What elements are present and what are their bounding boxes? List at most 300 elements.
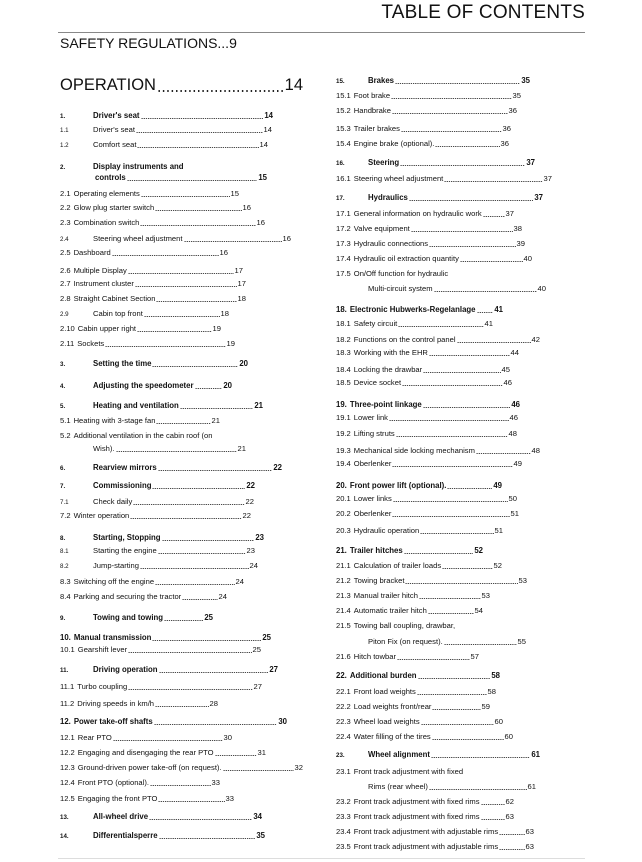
toc-entry[interactable] <box>60 481 255 491</box>
toc-entry-title: Hitch towbar <box>353 652 396 661</box>
toc-entry-title: Gearshift lever <box>77 645 128 654</box>
toc-entry-title: Locking the drawbar <box>353 365 423 374</box>
toc-entry[interactable] <box>336 106 517 116</box>
toc-entry[interactable] <box>60 699 218 709</box>
leader-dots <box>105 346 225 347</box>
toc-entry-number: 2. <box>60 164 66 171</box>
leader-dots <box>152 366 238 367</box>
leader-dots <box>149 819 252 820</box>
leader-dots <box>499 849 524 850</box>
toc-entry[interactable] <box>60 234 291 244</box>
toc-entry[interactable] <box>336 561 502 571</box>
toc-entry-page: 25 <box>262 633 271 642</box>
leader-dots <box>141 118 264 119</box>
leader-dots <box>133 504 244 505</box>
toc-entry[interactable] <box>60 794 234 804</box>
toc-entry-number: 23.4 <box>336 827 351 836</box>
toc-entry[interactable] <box>336 124 511 134</box>
toc-entry[interactable] <box>60 763 303 773</box>
toc-entry-title: Wheel alignment <box>368 750 430 759</box>
toc-entry-title: Instrument cluster <box>73 279 134 288</box>
toc-entry-page: 39 <box>516 239 525 248</box>
toc-safety-regulations[interactable]: SAFETY REGULATIONS...9 <box>60 35 237 51</box>
toc-entry-number: 7. <box>60 483 66 490</box>
toc-entry[interactable] <box>60 416 220 426</box>
toc-entry-title: Manual transmission <box>73 633 152 642</box>
toc-entry-number: 1.2 <box>60 142 69 149</box>
toc-entry-title: Additional burden <box>349 671 417 680</box>
toc-entry-number: 4. <box>60 383 66 390</box>
toc-entry-number: 12.4 <box>60 778 75 787</box>
toc-entry-page: 33 <box>225 794 234 803</box>
toc-entry-number: 22.2 <box>336 702 351 711</box>
toc-entry[interactable] <box>60 665 278 675</box>
leader-dots <box>444 644 517 645</box>
leader-dots <box>154 724 278 725</box>
toc-entry[interactable] <box>336 254 532 264</box>
toc-entry-page: 18 <box>237 294 246 303</box>
toc-entry[interactable] <box>336 494 517 504</box>
toc-entry-number: 23. <box>336 752 345 759</box>
toc-entry[interactable] <box>60 497 254 507</box>
toc-entry-title: Front PTO (optional). <box>77 778 149 787</box>
toc-entry-page: 23 <box>246 546 255 555</box>
leader-dots <box>128 652 251 653</box>
toc-entry-page: 61 <box>531 750 540 759</box>
toc-entry-number: 7.2 <box>60 511 71 520</box>
toc-entry-title: Device socket <box>353 378 402 387</box>
toc-entry-title: Dashboard <box>73 248 111 257</box>
toc-entry[interactable] <box>60 266 243 276</box>
leader-dots <box>156 301 236 302</box>
toc-entry[interactable] <box>60 140 268 150</box>
leader-dots <box>158 470 273 471</box>
toc-entry-page: 48 <box>531 446 540 455</box>
toc-entry[interactable] <box>336 481 502 491</box>
toc-entry-title: Cabin top front <box>93 309 143 318</box>
toc-entry-page: 37 <box>505 209 514 218</box>
toc-entry[interactable] <box>60 613 213 623</box>
toc-entry-page: 61 <box>527 782 536 791</box>
toc-entry-number: 5.2 <box>60 431 71 440</box>
toc-entry[interactable] <box>60 831 265 841</box>
toc-entry-title: Handbrake <box>353 106 391 115</box>
toc-entry-title: Engine brake (optional). <box>353 139 435 148</box>
toc-entry[interactable] <box>336 717 503 727</box>
toc-entry[interactable] <box>336 750 540 760</box>
toc-entry[interactable] <box>60 463 282 473</box>
toc-entry-title: Trailer brakes <box>353 124 400 133</box>
toc-entry-number: 11.2 <box>60 699 75 708</box>
toc-entry[interactable] <box>336 239 525 249</box>
leader-dots <box>481 804 505 805</box>
toc-entry-title: Electronic Hubwerks-Regelanlage <box>349 305 476 314</box>
toc-entry-page: 20 <box>239 359 248 368</box>
toc-entry-title: Driver's seat <box>93 125 135 134</box>
toc-entry-number: 23.2 <box>336 797 351 806</box>
toc-entry[interactable] <box>336 576 527 586</box>
toc-entry[interactable] <box>60 812 262 822</box>
toc-entry-title: Manual trailer hitch <box>353 591 418 600</box>
toc-entry-number: 19.3 <box>336 446 351 455</box>
toc-entry[interactable] <box>60 592 227 602</box>
leader-dots <box>391 98 511 99</box>
toc-entry[interactable] <box>336 76 530 86</box>
toc-entry[interactable] <box>336 546 483 556</box>
leader-dots <box>159 672 269 673</box>
toc-entry-continuation[interactable] <box>368 284 546 294</box>
toc-entry-number: 23.3 <box>336 812 351 821</box>
toc-entry-title: Front track adjustment with adjustable rims <box>353 827 499 836</box>
leader-dots <box>483 216 505 217</box>
toc-entry-number: 12.1 <box>60 733 75 742</box>
toc-entry-number: 2.11 <box>60 339 75 348</box>
toc-entry[interactable] <box>60 125 272 135</box>
toc-entry[interactable] <box>336 526 503 536</box>
toc-entry-number: 2.4 <box>60 236 69 243</box>
toc-entry-title: Wheel load weights <box>353 717 420 726</box>
toc-entry[interactable] <box>60 218 265 228</box>
toc-entry[interactable] <box>336 702 490 712</box>
toc-entry-page: 63 <box>525 827 534 836</box>
toc-entry[interactable] <box>336 621 566 631</box>
toc-entry-page: 35 <box>521 76 530 85</box>
toc-entry-title: Working with the EHR <box>353 348 428 357</box>
leader-dots <box>392 113 508 114</box>
toc-entry[interactable] <box>336 305 503 315</box>
leader-dots <box>113 740 223 741</box>
toc-entry[interactable] <box>336 509 519 519</box>
leader-dots <box>419 598 481 599</box>
toc-entry[interactable] <box>336 378 512 388</box>
toc-entry-number: 18.3 <box>336 348 351 357</box>
leader-dots <box>499 834 524 835</box>
toc-entry[interactable] <box>336 348 519 358</box>
toc-entry-title: Hydraulic connections <box>353 239 429 248</box>
toc-entry-number: 2.7 <box>60 279 71 288</box>
toc-entry-title: Driving operation <box>93 665 158 674</box>
leader-dots <box>411 231 513 232</box>
toc-entry[interactable] <box>336 429 517 439</box>
toc-entry[interactable] <box>60 203 251 213</box>
leader-dots <box>432 709 480 710</box>
leader-dots <box>423 407 511 408</box>
toc-entry-title: Cabin upper right <box>77 324 137 333</box>
toc-entry-page: 21 <box>211 416 220 425</box>
toc-entry[interactable] <box>60 533 264 543</box>
toc-entry-number: 16.1 <box>336 174 351 183</box>
toc-entry[interactable] <box>336 158 535 168</box>
toc-entry-number: 22. <box>336 671 347 680</box>
toc-entry[interactable] <box>336 209 514 219</box>
toc-entry-number: 11. <box>60 667 69 674</box>
toc-entry[interactable] <box>336 335 540 345</box>
toc-entry-title: Load weights front/rear <box>353 702 432 711</box>
toc-entry-continuation[interactable] <box>95 173 267 183</box>
toc-entry-number: 2.9 <box>60 311 69 318</box>
toc-entry-number: 17.3 <box>336 239 351 248</box>
toc-entry-page: 22 <box>245 497 254 506</box>
toc-entry-number: 21.6 <box>336 652 351 661</box>
toc-entry-title: Lower links <box>353 494 392 503</box>
toc-entry-page: 16 <box>256 218 265 227</box>
toc-entry-title: Driver's seat <box>93 111 140 120</box>
toc-entry[interactable] <box>336 139 509 149</box>
toc-entry[interactable] <box>60 546 255 556</box>
toc-entry-number: 20.1 <box>336 494 351 503</box>
toc-entry-number: 3. <box>60 361 66 368</box>
toc-entry-page: 35 <box>256 831 265 840</box>
toc-entry-number: 8.2 <box>60 563 69 570</box>
toc-entry-number: 21.5 <box>336 621 351 630</box>
toc-entry-page: 53 <box>518 576 527 585</box>
leader-dots <box>476 453 531 454</box>
toc-entry-title: Power take-off shafts <box>73 717 153 726</box>
toc-entry[interactable] <box>60 682 262 692</box>
toc-entry[interactable] <box>336 827 534 837</box>
toc-entry-number: 21.3 <box>336 591 351 600</box>
leader-dots <box>128 273 234 274</box>
toc-entry[interactable] <box>60 733 232 743</box>
toc-operation[interactable] <box>60 76 303 95</box>
toc-entry-title: Hydraulic operation <box>353 526 420 535</box>
toc-entry[interactable] <box>336 671 500 681</box>
toc-entry[interactable] <box>336 687 496 697</box>
toc-entry-number: 21.4 <box>336 606 351 615</box>
leader-dots <box>396 436 508 437</box>
toc-entry-title: Switching off the engine <box>73 577 155 586</box>
toc-entry[interactable] <box>60 359 248 369</box>
toc-entry[interactable] <box>336 224 522 234</box>
toc-entry-title: General information on hydraulic work <box>353 209 482 218</box>
toc-entry-number: 12.2 <box>60 748 75 757</box>
toc-entry-number: 22.4 <box>336 732 351 741</box>
toc-entry-title: Lower link <box>353 413 388 422</box>
toc-entry[interactable] <box>336 400 520 410</box>
toc-entry[interactable] <box>336 459 522 469</box>
toc-entry-number: 17.5 <box>336 269 351 278</box>
toc-entry[interactable] <box>336 591 490 601</box>
toc-entry-title: Heating with 3-stage fan <box>73 416 156 425</box>
toc-entry-page: 58 <box>491 671 500 680</box>
toc-entry-number: 19.1 <box>336 413 351 422</box>
toc-entry-number: 5.1 <box>60 416 71 425</box>
leader-dots <box>481 819 505 820</box>
toc-entry[interactable] <box>60 189 239 199</box>
toc-entry-number: 18.5 <box>336 378 351 387</box>
toc-entry-page: 30 <box>223 733 232 742</box>
toc-entry-title: Front track adjustment with fixed <box>353 767 464 776</box>
leader-dots <box>429 789 527 790</box>
toc-entry-number: 8. <box>60 535 66 542</box>
toc-entry[interactable] <box>60 279 246 289</box>
toc-entry-number: 2.10 <box>60 324 75 333</box>
toc-entry[interactable] <box>60 401 263 411</box>
toc-entry[interactable] <box>336 174 552 184</box>
toc-entry[interactable] <box>336 91 521 101</box>
toc-entry-page: 49 <box>493 481 502 490</box>
toc-entry-number: 17.2 <box>336 224 351 233</box>
toc-entry-page: 41 <box>484 319 493 328</box>
toc-entry-number: 20.3 <box>336 526 351 535</box>
toc-entry-page: 25 <box>204 613 213 622</box>
toc-entry-page: 42 <box>531 335 540 344</box>
leader-dots <box>409 200 533 201</box>
toc-entry[interactable] <box>336 365 510 375</box>
toc-entry-page: 46 <box>511 400 520 409</box>
toc-entry-number: 2.8 <box>60 294 71 303</box>
toc-entry-number: 17. <box>336 195 345 202</box>
toc-entry[interactable] <box>336 446 540 456</box>
toc-entry-page: 35 <box>512 91 521 100</box>
toc-entry-number: 19.2 <box>336 429 351 438</box>
toc-entry-number: 7.1 <box>60 499 69 506</box>
toc-entry-continuation[interactable] <box>93 444 246 454</box>
toc-entry-title: Rearview mirrors <box>93 463 157 472</box>
toc-entry-number: 19. <box>336 400 347 409</box>
toc-entry-title: Winter operation <box>73 511 130 520</box>
toc-entry[interactable] <box>336 812 514 822</box>
leader-dots <box>141 196 230 197</box>
toc-entry-page: 63 <box>505 812 514 821</box>
toc-entry-page: 31 <box>257 748 266 757</box>
toc-entry[interactable] <box>336 797 514 807</box>
toc-entry-title: Front track adjustment with adjustable rims <box>353 842 499 851</box>
toc-entry[interactable] <box>60 248 228 258</box>
leader-dots <box>152 488 245 489</box>
toc-entry[interactable] <box>336 606 483 616</box>
toc-entry-page: 36 <box>508 106 517 115</box>
toc-entry-page: 54 <box>474 606 483 615</box>
toc-entry[interactable] <box>60 294 246 304</box>
leader-dots <box>420 533 493 534</box>
toc-entry[interactable] <box>60 633 271 643</box>
toc-entry-number: 2.5 <box>60 248 71 257</box>
toc-entry[interactable] <box>60 381 232 391</box>
toc-entry-title: Steering <box>368 158 400 167</box>
toc-entry-page: 59 <box>481 702 490 711</box>
toc-entry-number: 20.2 <box>336 509 351 518</box>
toc-entry-page: 22 <box>273 463 282 472</box>
toc-entry-page: 51 <box>494 526 503 535</box>
toc-entry[interactable] <box>336 269 586 279</box>
toc-entry[interactable] <box>336 193 543 203</box>
toc-entry-title: Front power lift (optional). <box>349 481 447 490</box>
toc-entry[interactable] <box>60 162 307 172</box>
leader-dots <box>112 255 219 256</box>
toc-entry-page: 37 <box>543 174 552 183</box>
toc-entry-page: 23 <box>255 533 264 542</box>
toc-entry-page: 40 <box>537 284 546 293</box>
toc-entry[interactable] <box>336 767 576 777</box>
leader-dots <box>137 147 258 148</box>
toc-entry-title: Operating elements <box>73 189 140 198</box>
toc-entry[interactable] <box>336 842 534 852</box>
leader-dots <box>428 613 474 614</box>
toc-entry-title: All-wheel drive <box>93 812 149 821</box>
toc-entry-number: 10.1 <box>60 645 75 654</box>
toc-entry-page: 57 <box>470 652 479 661</box>
footer-divider <box>58 858 585 859</box>
toc-entry-title: Setting the time <box>93 359 152 368</box>
toc-operation-page: 14 <box>284 76 303 94</box>
toc-entry-page: 27 <box>269 665 278 674</box>
toc-entry[interactable] <box>60 339 235 349</box>
leader-dots <box>398 326 483 327</box>
toc-entry-page: 14 <box>259 140 268 149</box>
toc-entry[interactable] <box>60 748 266 758</box>
leader-dots <box>393 501 508 502</box>
leader-dots <box>417 694 487 695</box>
toc-entry-title: Three-point linkage <box>349 400 422 409</box>
leader-dots <box>162 540 255 541</box>
leader-dots <box>155 210 241 211</box>
leader-dots <box>130 518 241 519</box>
toc-entry[interactable] <box>60 309 229 319</box>
toc-entry-title: Safety circuit <box>353 319 398 328</box>
toc-entry-page: 24 <box>235 577 244 586</box>
toc-entry-title: Oberlenker <box>353 509 392 518</box>
toc-entry[interactable] <box>60 111 273 121</box>
toc-entry-page: 60 <box>494 717 503 726</box>
leader-dots <box>156 423 210 424</box>
toc-entry-page: 28 <box>209 699 218 708</box>
toc-entry-page: 17 <box>234 266 243 275</box>
toc-entry[interactable] <box>336 413 518 423</box>
toc-entry[interactable] <box>336 319 493 329</box>
toc-entry[interactable] <box>60 717 287 727</box>
toc-entry-page: 45 <box>501 365 510 374</box>
toc-entry-number: 15.4 <box>336 139 351 148</box>
toc-entry[interactable] <box>60 511 251 521</box>
toc-entry-title: Glow plug starter switch <box>73 203 155 212</box>
toc-entry-continuation[interactable] <box>368 782 536 792</box>
leader-dots <box>442 568 492 569</box>
leader-dots <box>127 180 258 181</box>
leader-dots <box>195 388 223 389</box>
toc-entry-number: 10. <box>60 633 71 642</box>
leader-dots <box>116 451 237 452</box>
toc-entry-title: Trailer hitches <box>349 546 403 555</box>
toc-entry-number: 21.2 <box>336 576 351 585</box>
toc-entry-title: Turbo coupling <box>77 682 128 691</box>
toc-entry[interactable] <box>60 778 220 788</box>
toc-entry[interactable] <box>60 561 258 571</box>
leader-dots <box>136 132 263 133</box>
toc-entry-title: Check daily <box>93 497 133 506</box>
toc-entry-page: 14 <box>263 125 272 134</box>
toc-entry-number: 16. <box>336 160 345 167</box>
leader-dots <box>152 640 261 641</box>
toc-entry[interactable] <box>60 577 244 587</box>
leader-dots <box>402 385 502 386</box>
toc-entry-title: Oberlenker <box>353 459 392 468</box>
toc-entry[interactable] <box>60 431 286 441</box>
toc-entry-page: 46 <box>503 378 512 387</box>
toc-entry-title: Water filling of the tires <box>353 732 431 741</box>
toc-entry-number: 22.1 <box>336 687 351 696</box>
toc-entry-number: 2.6 <box>60 266 71 275</box>
toc-entry-continuation[interactable] <box>368 637 526 647</box>
toc-entry-title: Driving speeds in km/h <box>77 699 155 708</box>
toc-entry[interactable] <box>60 645 261 655</box>
toc-entry-number: 17.1 <box>336 209 351 218</box>
toc-entry[interactable] <box>60 324 221 334</box>
toc-entry[interactable] <box>336 732 513 742</box>
toc-entry[interactable] <box>336 652 479 662</box>
leader-dots <box>150 785 211 786</box>
toc-entry-page: 37 <box>534 193 543 202</box>
